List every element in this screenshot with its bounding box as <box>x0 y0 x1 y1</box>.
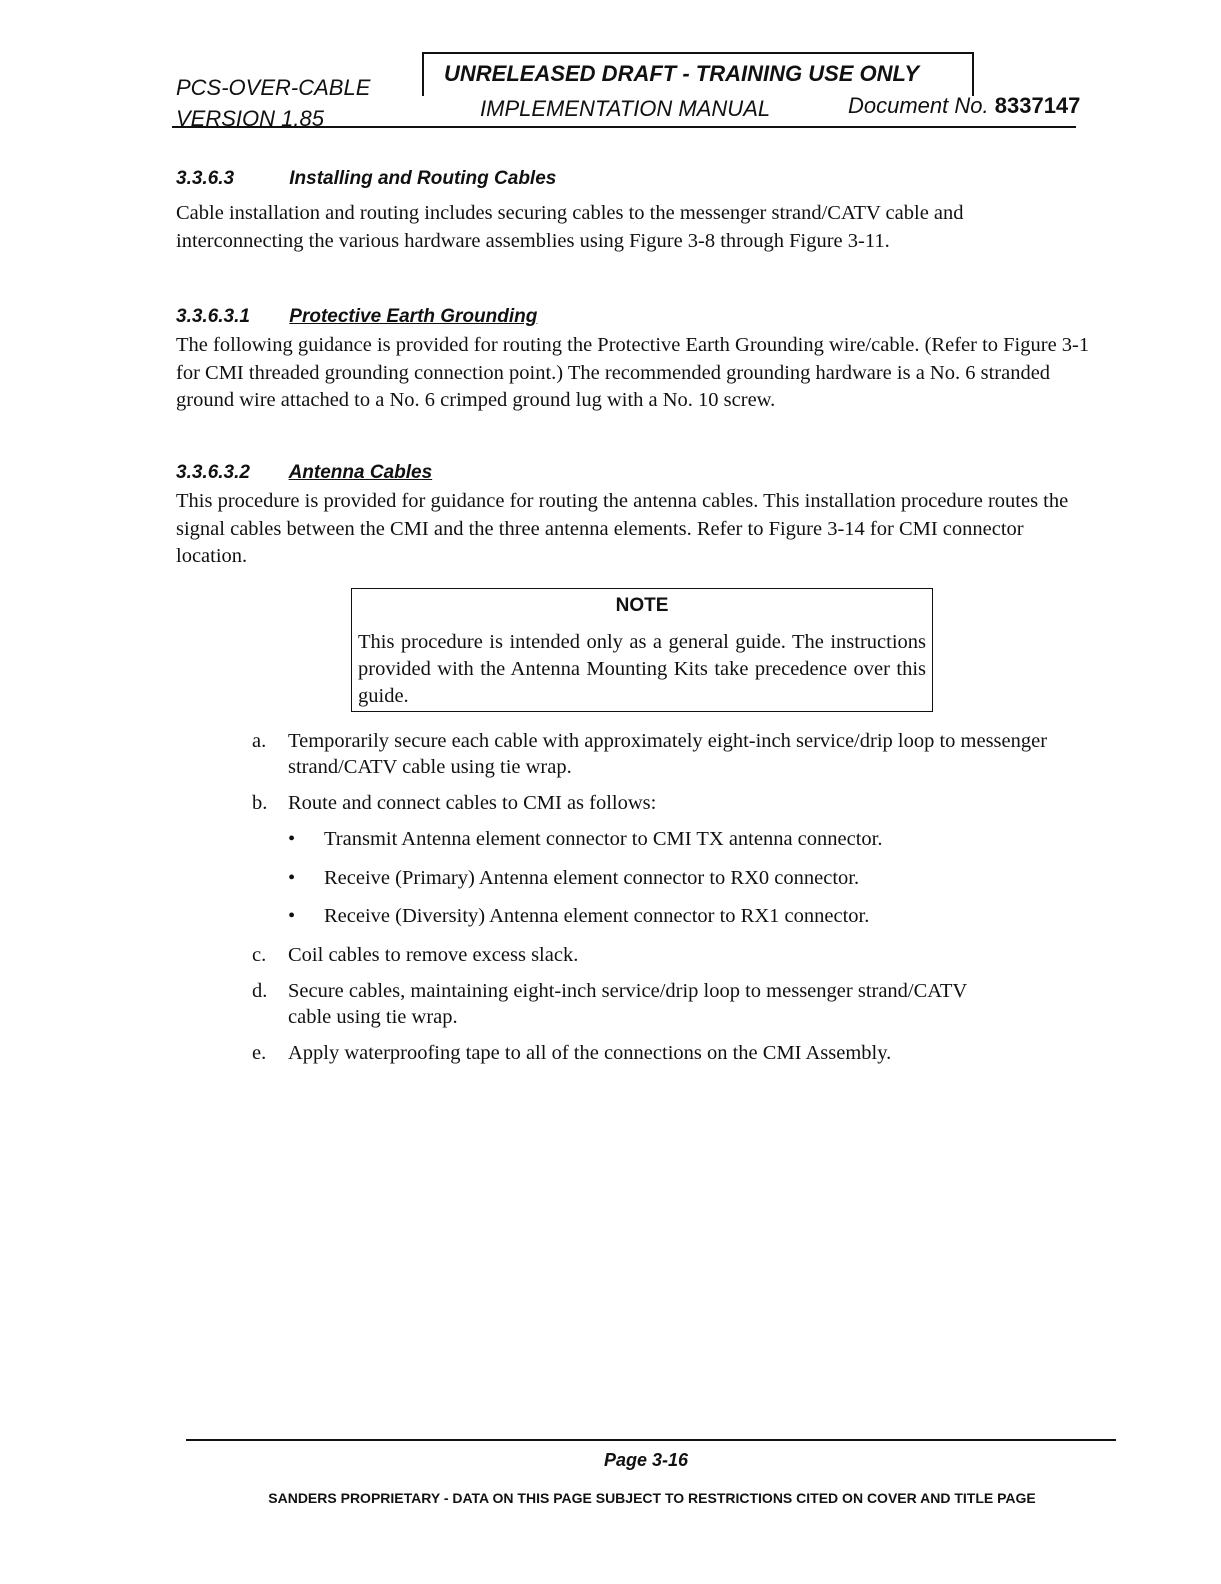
note-body: This procedure is intended only as a general guide. The instructions provided with the Antenna Mounting Kits take precedence over this guide. <box>358 631 926 707</box>
step-item <box>252 790 1112 816</box>
step-label: a. <box>252 730 267 752</box>
section-heading-3-3-6-3-2 <box>176 462 432 484</box>
section-number: 3.3.6.3.1 <box>176 306 250 327</box>
note-title: NOTE <box>615 595 669 616</box>
step-item <box>252 728 1112 780</box>
step-item <box>252 978 1112 1030</box>
step-text: Temporarily secure each cable with approximately eight-inch service/drip loop to messenger strand/CATV cable using tie wrap. <box>288 730 1048 778</box>
bullet-item <box>288 865 1088 891</box>
footer-divider <box>186 1439 1116 1441</box>
header-divider <box>172 126 1076 128</box>
bullet-dot-icon: • <box>288 867 296 889</box>
step-text: Coil cables to remove excess slack. <box>288 944 579 966</box>
draft-banner <box>422 52 974 96</box>
header-product-block <box>176 72 370 134</box>
section-number: 3.3.6.3 <box>176 168 235 189</box>
step-label: b. <box>252 792 268 814</box>
bullet-item <box>288 826 1088 852</box>
step-text: Route and connect cables to CMI as follows: <box>288 792 657 814</box>
bullet-item <box>288 903 1088 929</box>
step-label: c. <box>252 944 267 966</box>
product-version: VERSION 1.85 <box>176 106 324 131</box>
section-paragraph: This procedure is provided for guidance for routing the antenna cables. This installation procedure routes the signal cables between the CMI and the three antenna elements. Refer to Figure 3-14 for CMI connector location. <box>176 490 1069 567</box>
bullet-dot-icon: • <box>288 828 296 850</box>
section-number: 3.3.6.3.2 <box>176 462 250 483</box>
step-text: Secure cables, maintaining eight-inch service/drip loop to messenger strand/CATV cable using tie wrap. <box>288 980 967 1028</box>
note-box <box>351 588 933 712</box>
bullet-text: Receive (Primary) Antenna element connector to RX0 connector. <box>324 867 860 889</box>
section-title: Protective Earth Grounding <box>289 306 538 327</box>
step-text: Apply waterproofing tape to all of the connections on the CMI Assembly. <box>288 1042 892 1064</box>
step-item <box>252 1040 1112 1066</box>
section-heading-3-3-6-3-1 <box>176 306 537 328</box>
section-title: Installing and Routing Cables <box>289 168 557 189</box>
product-name: PCS-OVER-CABLE <box>176 75 371 100</box>
step-label: e. <box>252 1042 267 1064</box>
step-label: d. <box>252 980 268 1002</box>
bullet-text: Receive (Diversity) Antenna element connector to RX1 connector. <box>324 905 870 927</box>
page-number: Page 3-16 <box>604 1450 689 1470</box>
section-paragraph: Cable installation and routing includes securing cables to the messenger strand/CATV cable and interconnecting the various hardware assemblies using Figure 3-8 through Figure 3-11. <box>176 202 964 252</box>
document-number-label: Document No. <box>848 93 989 118</box>
manual-title: IMPLEMENTATION MANUAL <box>480 96 771 121</box>
draft-banner-text: UNRELEASED DRAFT - TRAINING USE ONLY <box>444 61 920 86</box>
section-heading-3-3-6-3 <box>176 168 556 190</box>
section-title: Antenna Cables <box>288 462 433 483</box>
proprietary-notice: SANDERS PROPRIETARY - DATA ON THIS PAGE SUBJECT TO RESTRICTIONS CITED ON COVER AND TITLE PAGE <box>268 1490 1036 1506</box>
step-item <box>252 942 1112 968</box>
document-number-block <box>848 93 1080 119</box>
document-number: 8337147 <box>994 93 1081 118</box>
section-paragraph: The following guidance is provided for routing the Protective Earth Grounding wire/cable. (Refer to Figure 3-1 for CMI threaded grounding connection point.) The recommended grounding hardware is a No. 6 stranded ground wire attached to a No. 6 crimped ground lug with a No. 10 screw. <box>176 334 1090 411</box>
bullet-dot-icon: • <box>288 905 296 927</box>
bullet-text: Transmit Antenna element connector to CMI TX antenna connector. <box>324 828 883 850</box>
